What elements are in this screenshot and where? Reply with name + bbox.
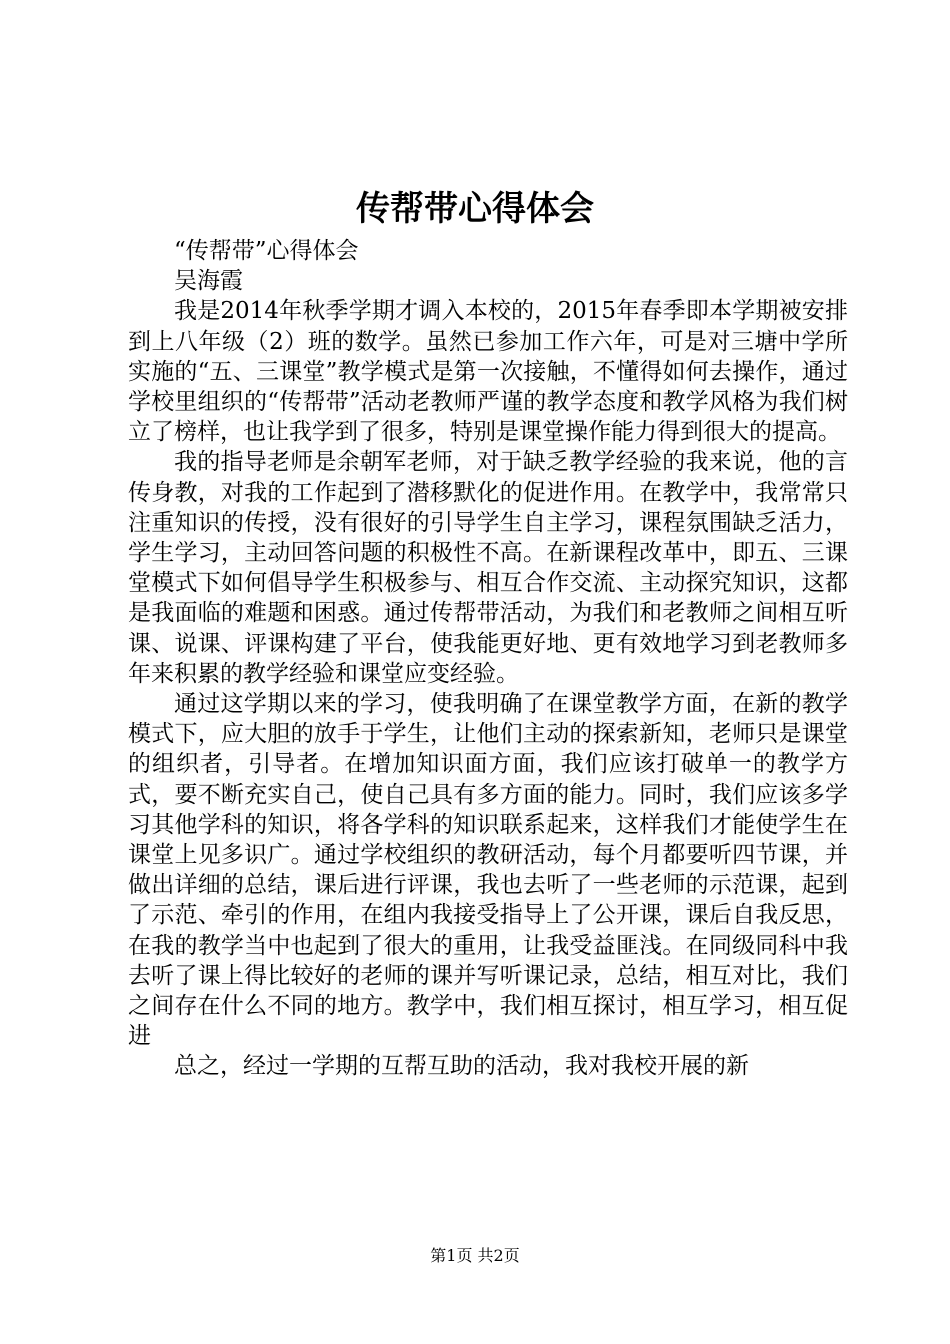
paragraph-2: 我的指导老师是余朝军老师，对于缺乏教学经验的我来说，他的言传身教，对我的工作起到了潜移默化的促进作用。在教学中，我常常只注重知识的传授，没有很好的引导学生自主学习，课程氛围缺乏活力，学生学习，主动回答问题的积极性不高。在新课程改革中，即五、三课堂模式下如何倡导学生积极参与、相互合作交流、主动探究知识，这都是我面临的难题和困惑。通过传帮带活动，为我们和老教师之间相互听课、说课、评课构建了平台，使我能更好地、更有效地学习到老教师多年来积累的教学经验和课堂应变经验。 xyxy=(128,449,848,687)
page-footer: 第1页 共2页 xyxy=(430,1246,520,1265)
paragraph-1: 我是2014年秋季学期才调入本校的，2015年春季即本学期被安排到上八年级（2）班的数学。虽然已参加工作六年，可是对三塘中学所实施的“五、三课堂”教学模式是第一次接触，不懂得如何去操作，通过学校里组织的“传帮带”活动老教师严谨的教学态度和教学风格为我们树立了榜样，也让我学到了很多，特别是课堂操作能力得到很大的提高。 xyxy=(128,298,848,446)
paragraph-4: 总之，经过一学期的互帮互助的活动，我对我校开展的新 xyxy=(174,1053,749,1080)
paragraph-3: 通过这学期以来的学习，使我明确了在课堂教学方面，在新的教学模式下，应大胆的放手于学生，让他们主动的探索新知，老师只是课堂的组织者，引导者。在增加知识面方面，我们应该打破单一的教学方式，要不断充实自己，使自己具有多方面的能力。同时，我们应该多学习其他学科的知识，将各学科的知识联系起来，这样我们才能使学生在课堂上见多识广。通过学校组织的教研活动，每个月都要听四节课，并做出详细的总结，课后进行评课，我也去听了一些老师的示范课，起到了示范、牵引的作用，在组内我接受指导上了公开课，课后自我反思，在我的教学当中也起到了很大的重用，让我受益匪浅。在同级同科中我去听了课上得比较好的老师的课并写听课记录，总结，相互对比，我们之间存在什么不同的地方。教学中，我们相互探讨，相互学习，相互促进 xyxy=(128,691,848,1050)
document-author: 吴海霞 xyxy=(174,268,243,295)
document-subtitle: “传帮带”心得体会 xyxy=(174,238,359,264)
document-body xyxy=(128,236,848,1082)
document-title: 传帮带心得体会 xyxy=(356,189,594,229)
